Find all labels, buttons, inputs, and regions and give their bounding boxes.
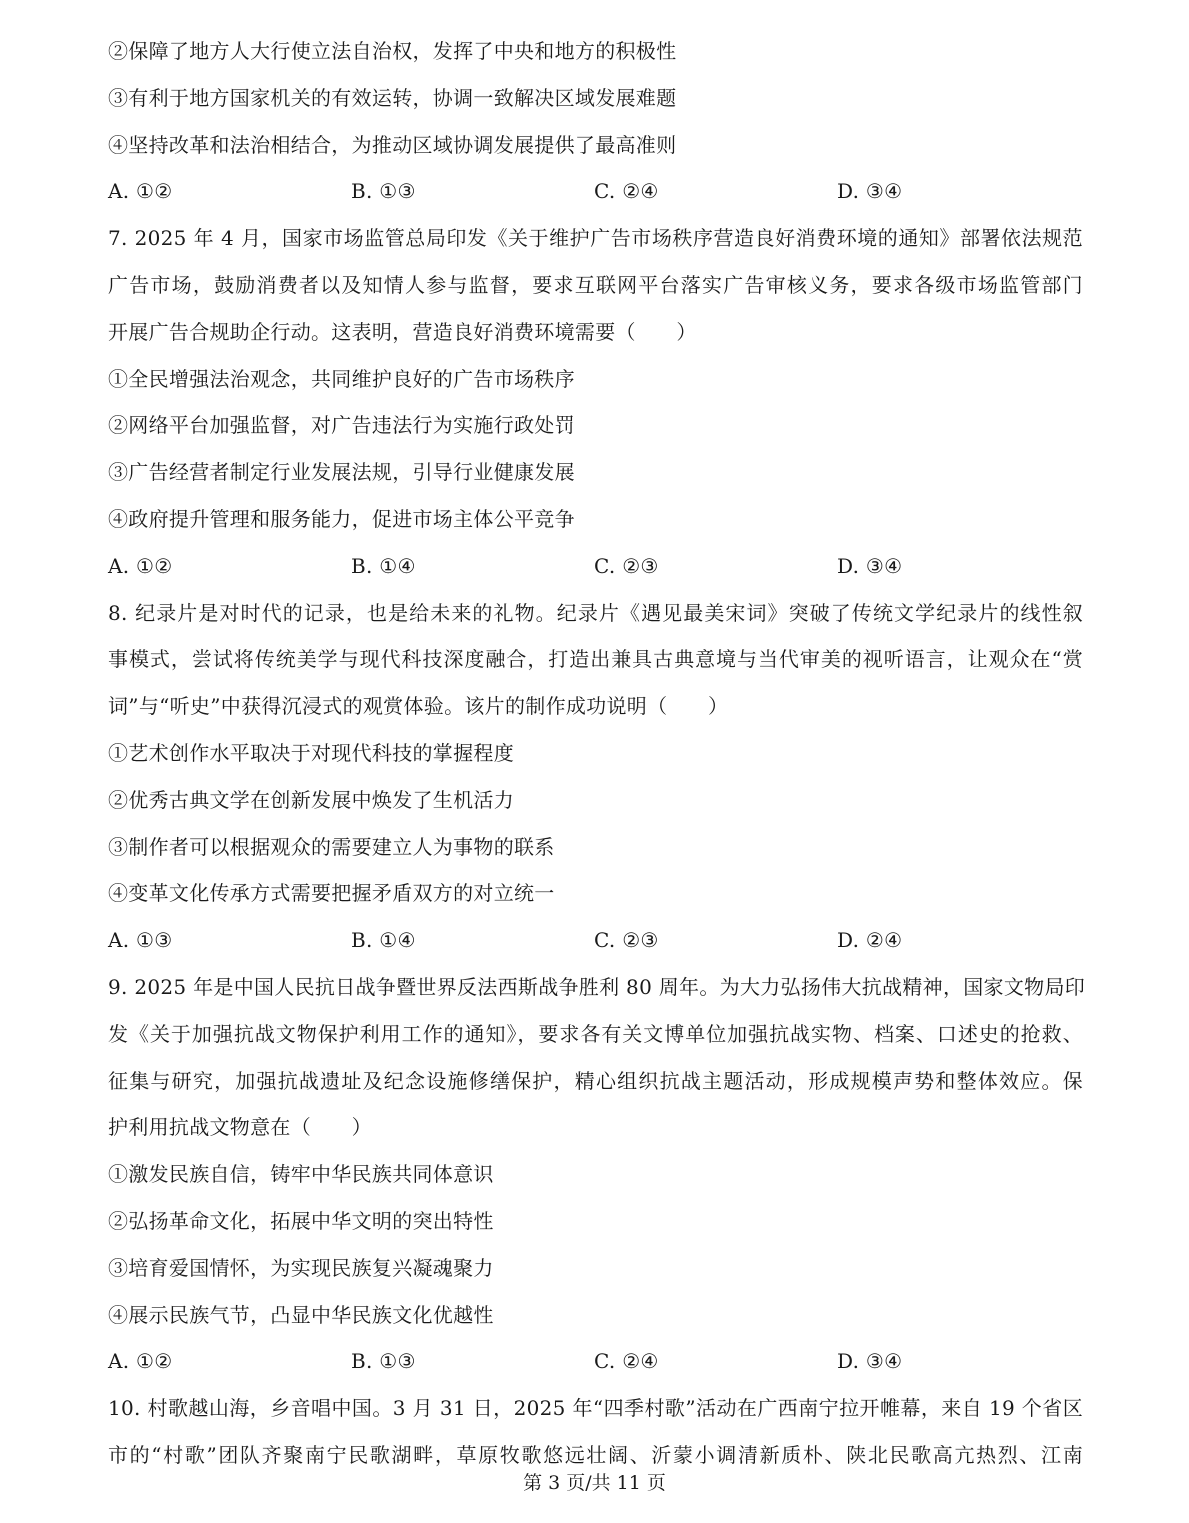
q9-stem-line-2: 发《关于加强抗战文物保护利用工作的通知》，要求各有关文博单位加强抗战实物、档案、口述史的抢救、 xyxy=(108,1021,1083,1046)
q7-option-c: C. ②③ xyxy=(594,553,659,578)
q10-stem-line-1: 10. 村歌越山海，乡音唱中国。3 月 31 日，2025 年“四季村歌”活动在广西南宁拉开帷幕，来自 19 个省区 xyxy=(108,1396,1083,1421)
q7-options xyxy=(108,543,1083,590)
q8-stem-line-2: 事模式，尝试将传统美学与现代科技深度融合，打造出兼具古典意境与当代审美的视听语言，让观众在“赏 xyxy=(108,647,1083,672)
q6-statement-3: ③有利于地方国家机关的有效运转，协调一致解决区域发展难题 xyxy=(108,85,677,110)
q8-stem-line-1: 8. 纪录片是对时代的记录，也是给未来的礼物。纪录片《遇见最美宋词》突破了传统文学纪录片的线性叙 xyxy=(108,600,1083,625)
q9-statement-1: ①激发民族自信，铸牢中华民族共同体意识 xyxy=(108,1162,494,1187)
q8-stem-line-3: 词”与“听史”中获得沉浸式的观赏体验。该片的制作成功说明（ ） xyxy=(108,694,729,719)
q8-option-d: D. ②④ xyxy=(837,928,903,953)
q7-stem-line-3: 开展广告合规助企行动。这表明，营造良好消费环境需要（ ） xyxy=(108,319,697,344)
q7-option-b: B. ①④ xyxy=(351,553,416,578)
q9-stem-line-3: 征集与研究，加强抗战遗址及纪念设施修缮保护，精心组织抗战主题活动，形成规模声势和整体效应。保 xyxy=(108,1068,1083,1093)
q9-options xyxy=(108,1338,1083,1385)
q9-option-b: B. ①③ xyxy=(351,1349,416,1374)
q6-statement-2: ②保障了地方人大行使立法自治权，发挥了中央和地方的积极性 xyxy=(108,39,677,63)
q9-stem-line-4: 护利用抗战文物意在（ ） xyxy=(108,1115,372,1140)
q9-statement-4: ④展示民族气节，凸显中华民族文化优越性 xyxy=(108,1302,494,1327)
q9-statement-2: ②弘扬革命文化，拓展中华文明的突出特性 xyxy=(108,1208,494,1233)
q7-stem-line-2: 广告市场，鼓励消费者以及知情人参与监督，要求互联网平台落实广告审核义务，要求各级市场监管部门 xyxy=(108,272,1083,297)
q7-stem-line-1: 7. 2025 年 4 月，国家市场监管总局印发《关于维护广告市场秩序营造良好消费环境的通知》部署依法规范 xyxy=(108,226,1083,251)
q8-option-a: A. ①③ xyxy=(108,928,173,953)
q8-option-c: C. ②③ xyxy=(594,928,659,953)
q7-statement-4: ④政府提升管理和服务能力，促进市场主体公平竞争 xyxy=(108,506,575,531)
q9-statement-3: ③培育爱国情怀，为实现民族复兴凝魂聚力 xyxy=(108,1255,494,1280)
q9-option-a: A. ①② xyxy=(108,1349,173,1374)
q7-statement-3: ③广告经营者制定行业发展法规，引导行业健康发展 xyxy=(108,460,575,485)
q9-stem-line-1: 9. 2025 年是中国人民抗日战争暨世界反法西斯战争胜利 80 周年。为大力弘扬伟大抗战精神，国家文物局印 xyxy=(108,974,1086,999)
q8-statement-4: ④变革文化传承方式需要把握矛盾双方的对立统一 xyxy=(108,881,555,906)
q6-options xyxy=(108,168,1083,215)
q6-option-d: D. ③④ xyxy=(837,179,903,204)
q7-statement-1: ①全民增强法治观念，共同维护良好的广告市场秩序 xyxy=(108,366,575,391)
q6-option-b: B. ①③ xyxy=(351,179,416,204)
q8-statement-3: ③制作者可以根据观众的需要建立人为事物的联系 xyxy=(108,834,555,859)
q7-option-d: D. ③④ xyxy=(837,553,903,578)
q7-statement-2: ②网络平台加强监督，对广告违法行为实施行政处罚 xyxy=(108,413,575,438)
q6-option-c: C. ②④ xyxy=(594,179,659,204)
q9-option-c: C. ②④ xyxy=(594,1349,659,1374)
q8-statement-1: ①艺术创作水平取决于对现代科技的掌握程度 xyxy=(108,740,514,765)
q6-option-a: A. ①② xyxy=(108,179,173,204)
q8-option-b: B. ①④ xyxy=(351,928,416,953)
q7-option-a: A. ①② xyxy=(108,553,173,578)
page-footer: 第 3 页/共 11 页 xyxy=(523,1472,666,1494)
page-content xyxy=(108,28,1086,1479)
q6-statement-4: ④坚持改革和法治相结合，为推动区域协调发展提供了最高准则 xyxy=(108,132,677,157)
q9-option-d: D. ③④ xyxy=(837,1349,903,1374)
q8-options xyxy=(108,917,1083,964)
q8-statement-2: ②优秀古典文学在创新发展中焕发了生机活力 xyxy=(108,787,514,812)
q10-stem-line-2: 市的“村歌”团队齐聚南宁民歌湖畔，草原牧歌悠远壮阔、沂蒙小调清新质朴、陕北民歌高亢热烈、江南 xyxy=(108,1442,1083,1467)
